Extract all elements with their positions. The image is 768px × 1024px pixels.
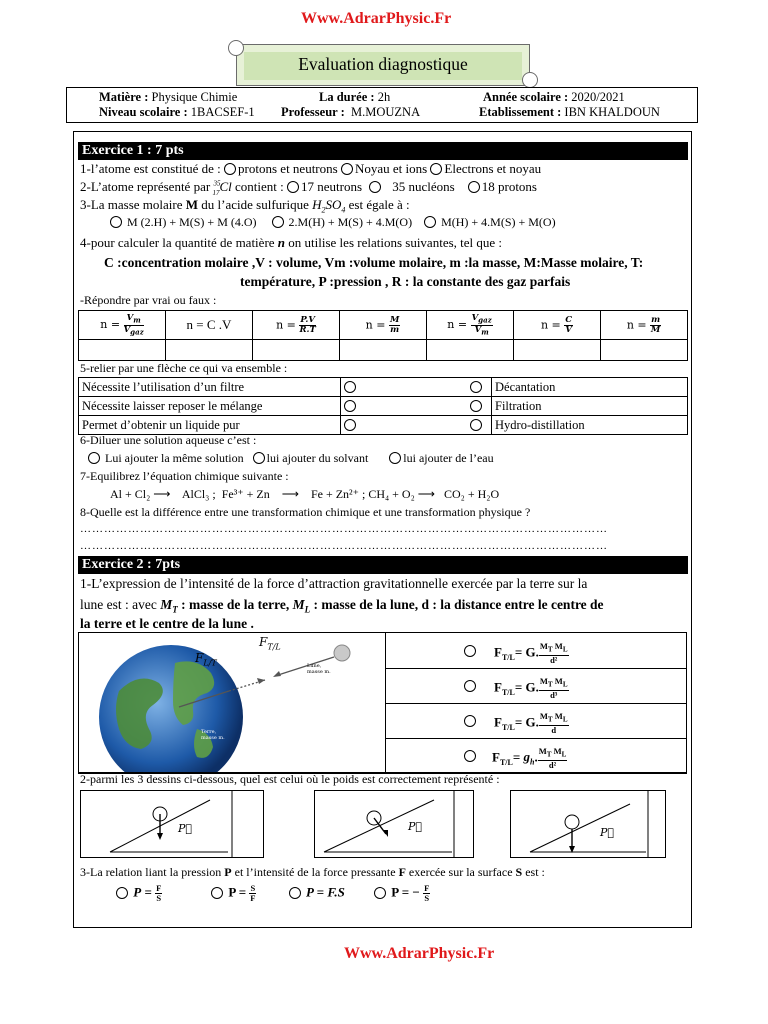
arrow-icon: ⟶: [417, 487, 435, 501]
q3-opt-c: M(H) + 4.M(S) + M(O): [441, 215, 556, 229]
formula-row-3: [386, 703, 686, 739]
match-left-dot-1[interactable]: [344, 381, 356, 393]
header-site[interactable]: Www.AdrarPhysic.Fr: [301, 10, 452, 27]
match-left-2: Nécessite laisser reposer le mélange: [79, 397, 341, 416]
formula-row-2: [386, 668, 686, 704]
annee-value: 2020/2021: [571, 90, 625, 104]
ex2-q3-text-a: 3-La relation liant la pression: [80, 865, 222, 879]
vf-answer-4[interactable]: [340, 340, 427, 361]
q2-opt-a: 17 neutrons: [300, 179, 363, 194]
weight-label-1: P⃗: [178, 822, 193, 835]
weight-label-2: P⃗: [408, 820, 423, 833]
vf-answer-2[interactable]: [166, 340, 253, 361]
answer-line-2[interactable]: ……………………………………………………………………………………………………………………: [80, 540, 608, 552]
eq1-reactants: Al + Cl₂: [110, 487, 151, 501]
vf-cell-2: n = C .V: [166, 311, 253, 340]
radio-formula-2[interactable]: [464, 680, 476, 692]
formula-4: $F_{T/L}= g_h$. $\frac{M_T M_L}{\text{d²}}$: [492, 746, 567, 770]
ex2-q3-text-d: est :: [525, 865, 545, 879]
radio-q2-a[interactable]: [287, 181, 299, 193]
matiere-value: Physique Chimie: [151, 90, 238, 104]
match-left-dot-2[interactable]: [344, 400, 356, 412]
q2-text-b: contient :: [234, 179, 284, 194]
answer-line-1[interactable]: ……………………………………………………………………………………………………………………: [80, 523, 608, 535]
matiere-label: Matière :: [99, 90, 149, 104]
radio-q1-c[interactable]: [430, 163, 442, 175]
vf-answer-1[interactable]: [79, 340, 166, 361]
radio-formula-1[interactable]: [464, 645, 476, 657]
vf-table: [78, 310, 688, 361]
vf-answer-5[interactable]: [427, 340, 514, 361]
ex2-q1-line-1: 1-L’expression de l’intensité de la force d’attraction gravitationnelle exercée par la terre sur la: [80, 576, 588, 591]
force-label-l-t: $F_{L/T}$: [195, 651, 217, 668]
q3-opt-a: M (2.H) + M(S) + M (4.O): [127, 215, 257, 229]
eq2-reactants: Fe³⁺ + Zn: [221, 487, 270, 501]
annee-label: Année scolaire :: [483, 90, 569, 104]
radio-q2-c[interactable]: [468, 181, 480, 193]
radio-q6-b[interactable]: [253, 452, 265, 464]
q3-text-c: est égale à :: [348, 197, 410, 212]
q4-def-1: C :concentration molaire ,V : volume, Vm :volume molaire, m :la masse, M:Masse molaire, T:: [104, 255, 644, 270]
ex2-q3-text-c: exercée sur la surface: [408, 865, 513, 879]
info-box: [66, 87, 698, 123]
match-right-1: Décantation: [492, 378, 688, 397]
formula-1: $F_{T/L}= G$. $\frac{M_T M_L}{\text{d²}}$: [494, 641, 568, 665]
eq2-products: Fe + Zn²⁺ ;: [310, 487, 366, 501]
q3-text-a: 3-La masse molaire: [80, 197, 183, 212]
q4-vf-instruction: -Répondre par vrai ou faux :: [80, 293, 217, 307]
ex2-ml: $M_L$: [292, 597, 311, 615]
title-scroll: [228, 40, 538, 88]
ex2-q3-S: S: [515, 865, 523, 879]
q3-M: M: [185, 197, 199, 212]
moon-caption: Lune, masse m.: [307, 663, 331, 675]
h2so4-formula: $H_2SO_4$: [312, 197, 346, 215]
exercise-2-header: Exercice 2 : 7pts: [78, 556, 688, 574]
q3-options: [110, 215, 556, 230]
radio-pressure-4[interactable]: [374, 887, 386, 899]
vf-header-row: [79, 311, 688, 340]
q1-line: [80, 161, 541, 177]
q6-opt-a: Lui ajouter la même solution: [105, 451, 244, 465]
gravity-figure: [78, 632, 386, 774]
q6-opt-b: lui ajouter du solvant: [266, 451, 369, 465]
prof-value: M.MOUZNA: [351, 105, 421, 119]
formula-3: $F_{T/L}= G$. $\frac{M_T M_L}{d}$: [494, 711, 568, 735]
chlorine-symbol: $^{35}_{17}$Cl: [212, 179, 232, 197]
ex2-q1-text-b3: : masse de la lune, d : la distance entre le centre de: [313, 597, 604, 612]
footer-site[interactable]: Www.AdrarPhysic.Fr: [344, 945, 495, 962]
weight-label-3: P⃗: [600, 826, 615, 839]
ex2-q1-text-b: lune est : avec: [80, 597, 157, 612]
vf-cell-4: n = $\frac{M}{m}$: [340, 311, 427, 340]
vf-cell-5: n = $\frac{V_{gaz}}{V_m}$: [427, 311, 514, 340]
q3-line: [80, 197, 410, 215]
formula-options: [385, 632, 687, 774]
q4-text-b: on utilise les relations suivantes, tel que :: [288, 235, 503, 250]
radio-formula-3[interactable]: [464, 715, 476, 727]
ex2-mt: $M_T$: [160, 597, 178, 615]
eq1-products: AlCl₃ ;: [181, 487, 216, 501]
radio-q3-a[interactable]: [110, 216, 122, 228]
match-left-dot-3[interactable]: [344, 419, 356, 431]
radio-q1-a[interactable]: [224, 163, 236, 175]
q4-def-2: température, P :pression , R : la constante des gaz parfais: [240, 274, 571, 289]
ex2-q3-F: F: [398, 865, 406, 879]
arrow-icon: ⟶: [153, 487, 171, 501]
etab-value: IBN KHALDOUN: [564, 105, 660, 119]
formula-row-1: [386, 633, 686, 669]
radio-q6-c[interactable]: [389, 452, 401, 464]
ex2-q3-line: [80, 865, 545, 880]
formula-row-4: [386, 738, 686, 773]
q1-opt-b: Noyau et ions: [354, 161, 428, 176]
page-title: Evaluation diagnostique: [298, 54, 468, 74]
q4-line: [80, 235, 502, 251]
vf-cell-7: n = $\frac{m}{M}$: [601, 311, 688, 340]
ex2-q3-options: P = $\frac{F}{S}$ P = $\frac{S}{F}$ P = F.S P = − $\frac{F}{S}$: [116, 884, 430, 903]
q5-text: 5-relier par une flèche ce qui va ensemble :: [80, 361, 288, 375]
match-table: [78, 377, 688, 435]
ex2-q2-text: 2-parmi les 3 dessins ci-dessous, quel est celui où le poids est correctement représenté :: [80, 772, 500, 786]
exercise-1-header: Exercice 1 : 7 pts: [78, 142, 688, 160]
moon-icon: [334, 645, 350, 661]
q6-opt-c: lui ajouter de l’eau: [403, 451, 494, 465]
ex2-q1-line-2: [80, 597, 604, 615]
incline-drawing-3[interactable]: [510, 790, 666, 858]
q2-line: [80, 179, 537, 197]
ex2-q3-P: P: [224, 865, 232, 879]
q7-equations: [110, 487, 499, 502]
radio-q6-a[interactable]: [88, 452, 100, 464]
duree-value: 2h: [377, 90, 391, 104]
vf-answer-6[interactable]: [514, 340, 601, 361]
vf-answer-3[interactable]: [253, 340, 340, 361]
niveau-value: 1BACSEF-1: [190, 105, 255, 119]
match-right-dot-1[interactable]: [470, 381, 482, 393]
radio-q3-c[interactable]: [424, 216, 436, 228]
match-right-dot-2[interactable]: [470, 400, 482, 412]
vf-cell-3: n = $\frac{P.V}{R.T}$: [253, 311, 340, 340]
q3-opt-b: 2.M(H) + M(S) + 4.M(O): [288, 215, 413, 229]
q4-text-a: 4-pour calculer la quantité de matière: [80, 235, 275, 250]
q2-text-a: 2-L’atome représenté par: [80, 179, 211, 194]
earth-caption: Terre, masse m.: [201, 729, 225, 741]
q1-opt-c: Electrons et noyau: [444, 161, 542, 176]
duree-label: La durée :: [319, 90, 375, 104]
match-right-2: Filtration: [492, 397, 688, 416]
prof-label: Professeur :: [281, 105, 345, 119]
q1-text: 1-l’atome est constitué de :: [80, 161, 221, 176]
formula-2: $F_{T/L}= G$. $\frac{M_T M_L}{\text{d³}}$: [494, 676, 568, 700]
etab-label: Etablissement :: [479, 105, 562, 119]
vf-answer-row: [79, 340, 688, 361]
radio-pressure-1[interactable]: [116, 887, 128, 899]
arrow-icon: ⟶: [281, 487, 299, 501]
radio-q2-b[interactable]: [369, 181, 381, 193]
force-label-t-l: $F_{T/L}$: [259, 635, 281, 652]
incline-drawing-2[interactable]: [314, 790, 474, 858]
q8-text: 8-Quelle est la différence entre une transformation chimique et une transformation physique ?: [80, 505, 531, 519]
q1-opt-a: protons et neutrons: [238, 161, 338, 176]
ex2-q1-line-3: la terre et le centre de la lune .: [80, 616, 254, 631]
incline-drawing-1[interactable]: [80, 790, 264, 858]
niveau-label: Niveau scolaire :: [99, 105, 188, 119]
ex2-q1-text-b2: : masse de la terre,: [181, 597, 290, 612]
match-right-3: Hydro-distillation: [492, 416, 688, 435]
radio-pressure-2[interactable]: [211, 887, 223, 899]
q7-text: 7-Equilibrez l’équation chimique suivante :: [80, 469, 289, 483]
earth-moon-diagram: [79, 633, 386, 773]
match-right-dot-3[interactable]: [470, 419, 482, 431]
q3-text-b: du l’acide sulfurique: [201, 197, 309, 212]
radio-formula-4[interactable]: [464, 750, 476, 762]
radio-q3-b[interactable]: [272, 216, 284, 228]
radio-pressure-3[interactable]: [289, 887, 301, 899]
vf-answer-7[interactable]: [601, 340, 688, 361]
eq3-products: CO₂ + H₂O: [444, 487, 500, 501]
q6-text: 6-Diluer une solution aqueuse c’est :: [80, 433, 257, 447]
q4-n: n: [277, 235, 286, 250]
q2-opt-c: 18 protons: [481, 179, 537, 194]
q2-opt-b: 35 nucléons: [392, 179, 455, 194]
ex2-q3-text-b: et l’intensité de la force pressante: [234, 865, 396, 879]
match-left-1: Nécessite l’utilisation d’un filtre: [79, 378, 341, 397]
radio-q1-b[interactable]: [341, 163, 353, 175]
vf-cell-6: n = $\frac{C}{V}$: [514, 311, 601, 340]
q6-options: [88, 451, 494, 466]
eq3-reactants: CH₄ + O₂: [368, 487, 415, 501]
match-left-3: Permet d’obtenir un liquide pur: [79, 416, 341, 435]
vf-cell-1: n = $\frac{V_m}{V_{gaz}}$: [79, 311, 166, 340]
